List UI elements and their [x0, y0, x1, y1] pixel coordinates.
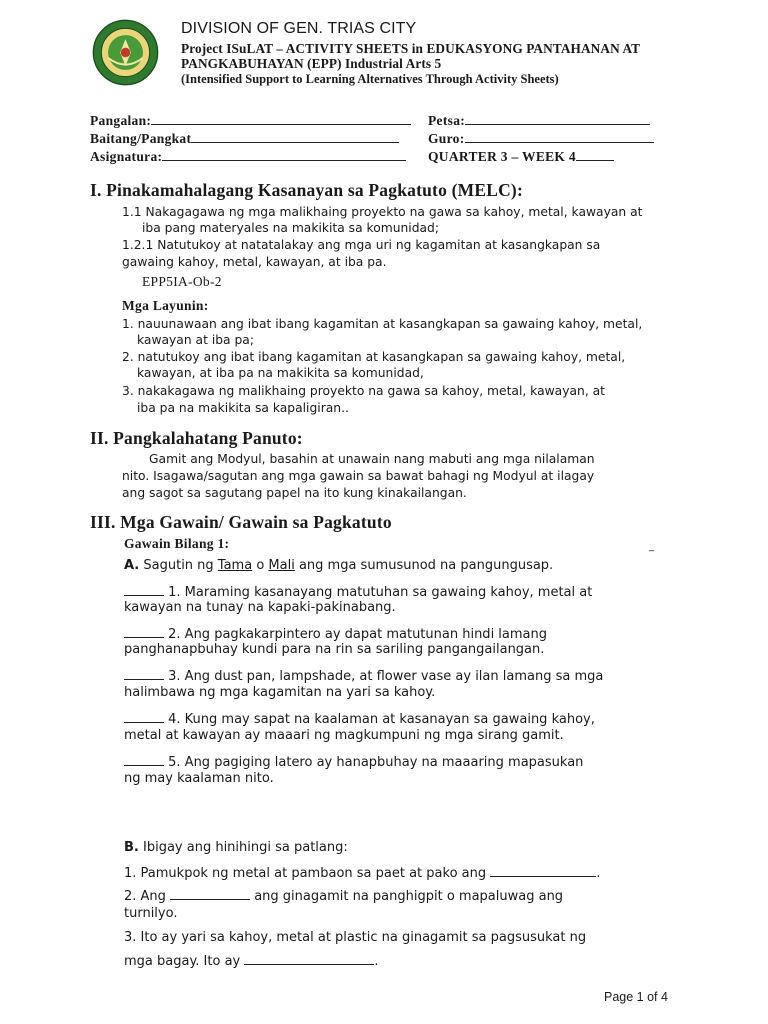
item-a-3-text: 3. Ang dust pan, lampshade, at flower vase ay ilan lamang sa mga	[168, 669, 604, 684]
item-a-3-cont: halimbawa ng mga kagamitan na yari sa kahoy.	[124, 685, 436, 700]
b3-blank[interactable]	[244, 950, 374, 965]
melc-line-2: iba pang materyales na makikita sa komunidad;	[142, 221, 440, 235]
layunin-1: 1. nauunawaan ang ibat ibang kagamitan at kasangkapan sa gawaing kahoy, metal,	[122, 317, 643, 331]
dash-mark: _	[649, 541, 654, 552]
petsa-blank[interactable]	[465, 110, 650, 125]
panuto-line-2: nito. Isagawa/sagutan ang mga gawain sa bawat bahagi ng Modyul at ilagay	[122, 469, 595, 483]
a-label: A.	[124, 558, 140, 573]
section-1-title: I. Pinakamahalagang Kasanayan sa Pagkatuto (MELC):	[90, 180, 523, 200]
item-a-3	[124, 665, 603, 684]
b1-blank[interactable]	[490, 862, 596, 877]
item-a-4-text: 4. Kung may sapat na kaalaman at kasanayan sa gawaing kahoy,	[168, 712, 595, 727]
answer-blank-2[interactable]	[124, 623, 164, 638]
division-seal-logo	[92, 19, 159, 86]
item-b-3-text: mga bagay. Ito ay	[124, 954, 241, 969]
item-b-2-pre: 2. Ang	[124, 889, 166, 904]
panuto-line-1: Gamit ang Modyul, basahin at unawain nang mabuti ang mga nilalaman	[149, 452, 595, 466]
instruction-b	[124, 840, 348, 855]
item-a-4-cont: metal at kawayan ay maaari ng magkumpuni ng mga sirang gamit.	[124, 728, 564, 743]
asignatura-field[interactable]	[90, 146, 406, 165]
answer-blank-5[interactable]	[124, 751, 164, 766]
layunin-3-cont: iba pa na makikita sa kapaligiran..	[137, 401, 349, 415]
project-title-line2: PANGKABUHAYAN (EPP) Industrial Arts 5	[181, 56, 442, 71]
asignatura-label: Asignatura:	[90, 149, 163, 164]
melc-line-3: 1.2.1 Natutukoy at natatalakay ang mga uri ng kagamitan at kasangkapan sa	[122, 238, 601, 252]
guro-blank[interactable]	[465, 128, 654, 143]
petsa-label: Petsa:	[428, 113, 466, 128]
answer-blank-3[interactable]	[124, 665, 164, 680]
layunin-2: 2. natutukoy ang ibat ibang kagamitan at kasangkapan sa gawaing kahoy, metal,	[122, 350, 626, 364]
item-b-1-text: 1. Pamukpok ng metal at pambaon sa paet at pako ang	[124, 866, 487, 881]
melc-line-1: 1.1 Nakagagawa ng mga malikhaing proyekto na gawa sa kahoy, metal, kawayan at	[122, 205, 643, 219]
item-b-2	[124, 885, 563, 904]
guro-field[interactable]	[428, 128, 654, 147]
baitang-blank[interactable]	[191, 128, 399, 143]
petsa-field[interactable]	[428, 110, 650, 129]
quarter-label: QUARTER 3 – WEEK 4	[428, 149, 576, 164]
quarter-blank	[576, 146, 614, 161]
a-pre: Sagutin ng	[139, 558, 218, 573]
project-subtitle: (Intensified Support to Learning Alternatives Through Activity Sheets)	[181, 72, 559, 86]
item-a-1-text: 1. Maraming kasanayang matutuhan sa gawaing kahoy, metal at	[168, 585, 593, 600]
answer-blank-1[interactable]	[124, 581, 164, 596]
instruction-a	[124, 558, 553, 573]
a-post: ang mga sumusunod na pangungusap.	[294, 558, 554, 573]
item-a-1	[124, 581, 592, 600]
item-b-3-cont: mga bagay. Ito ay .	[124, 950, 379, 969]
pangalan-blank[interactable]	[151, 110, 411, 125]
pangalan-label: Pangalan:	[90, 113, 152, 128]
panuto-line-3: ang sagot sa sagutang papel na ito kung kinakailangan.	[122, 486, 467, 500]
gawain-bilang-1: Gawain Bilang 1:	[124, 536, 230, 551]
item-a-4	[124, 708, 595, 727]
section-3-title: III. Mga Gawain/ Gawain sa Pagkatuto	[90, 512, 392, 532]
item-a-5	[124, 751, 583, 770]
section-2-title: II. Pangkalahatang Panuto:	[90, 428, 303, 448]
item-a-5-text: 5. Ang pagiging latero ay hanapbuhay na maaaring mapasukan	[168, 755, 584, 770]
item-a-2	[124, 623, 547, 642]
layunin-title: Mga Layunin:	[122, 298, 209, 313]
guro-label: Guro:	[428, 131, 465, 146]
item-a-5-cont: ng may kaalaman nito.	[124, 771, 274, 786]
a-tama: Tama	[217, 558, 253, 573]
item-b-2-post: ang ginagamit na panghigpit o mapaluwag ang	[254, 889, 564, 904]
layunin-3: 3. nakakagawa ng malikhaing proyekto na gawa sa kahoy, metal, kawayan, at	[122, 384, 605, 398]
b-label: B.	[124, 840, 139, 855]
quarter-field	[428, 146, 614, 165]
melc-line-4: gawaing kahoy, metal, kawayan, at iba pa.	[122, 255, 387, 269]
division-title: DIVISION OF GEN. TRIAS CITY	[181, 20, 417, 37]
project-title-line1: Project ISuLAT – ACTIVITY SHEETS in EDUKASYONG PANTAHANAN AT	[181, 41, 641, 56]
item-a-2-text: 2. Ang pagkakarpintero ay dapat matutunan hindi lamang	[168, 627, 548, 642]
page-number: Page 1 of 4	[604, 990, 668, 1004]
layunin-2-cont: kawayan, at iba pa na makikita sa komunidad,	[137, 366, 424, 380]
b2-blank[interactable]	[170, 885, 250, 900]
melc-code: EPP5IA-Ob-2	[142, 274, 222, 289]
pangalan-field[interactable]	[90, 110, 411, 129]
item-b-2-cont: turnilyo.	[124, 906, 178, 921]
a-mali: Mali	[268, 558, 295, 573]
layunin-1-cont: kawayan at iba pa;	[137, 333, 254, 347]
item-b-3: 3. Ito ay yari sa kahoy, metal at plastic na ginagamit sa pagsusukat ng	[124, 930, 587, 945]
baitang-label: Baitang/Pangkat	[90, 131, 192, 146]
b-text: Ibigay ang hinihingi sa patlang:	[138, 840, 348, 855]
answer-blank-4[interactable]	[124, 708, 164, 723]
item-a-1-cont: kawayan na tunay na kapaki-pakinabang.	[124, 600, 396, 615]
asignatura-blank[interactable]	[162, 146, 406, 161]
item-b-1: 1. Pamukpok ng metal at pambaon sa paet at pako ang .	[124, 862, 600, 881]
item-a-2-cont: panghanapbuhay kundi para na rin sa sariling pangangailangan.	[124, 642, 545, 657]
baitang-field[interactable]	[90, 128, 399, 147]
a-o: o	[252, 558, 269, 573]
